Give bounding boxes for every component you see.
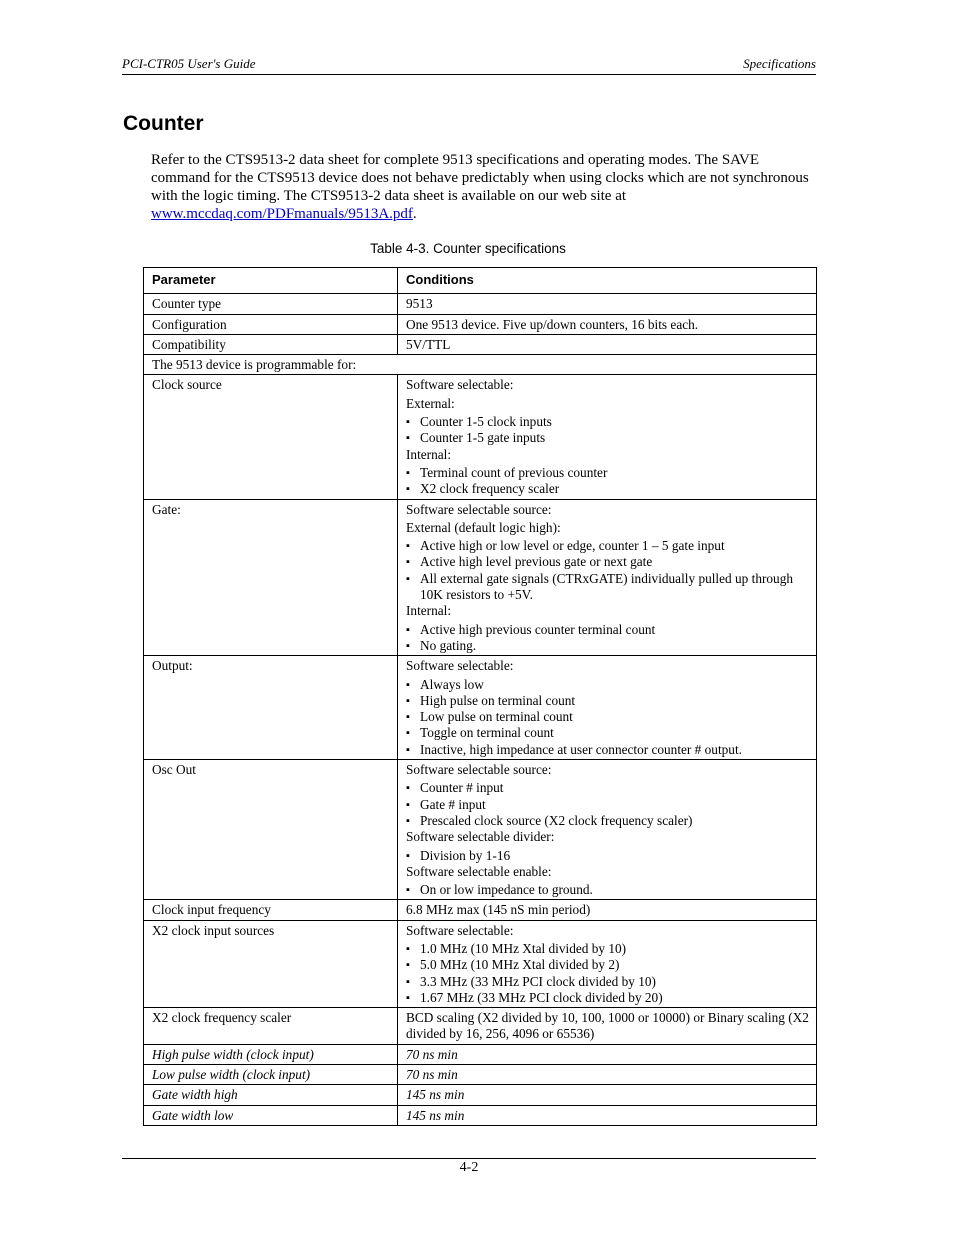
condition-line: Software selectable: bbox=[406, 377, 514, 393]
table-row bbox=[144, 294, 817, 314]
param-cell: Counter type bbox=[144, 294, 398, 314]
param-cell: X2 clock input sources bbox=[144, 920, 398, 1007]
table-row bbox=[144, 900, 817, 920]
param-cell: Osc Out bbox=[144, 760, 398, 900]
condition-cell: 70 ns min bbox=[398, 1065, 817, 1085]
bullet-list bbox=[406, 538, 810, 603]
condition-line: Software selectable: bbox=[406, 922, 514, 938]
bullet-item: ▪ Low pulse on terminal count bbox=[406, 709, 810, 725]
bullet-item: ▪ No gating. bbox=[406, 638, 810, 654]
bullet-list bbox=[406, 848, 810, 864]
datasheet-link[interactable]: www.mccdaq.com/PDFmanuals/9513A.pdf bbox=[151, 206, 413, 222]
table-row bbox=[144, 314, 817, 334]
bullet-item: ▪ Active high previous counter terminal count bbox=[406, 622, 810, 638]
table-header-row bbox=[144, 268, 817, 294]
condition-cell: One 9513 device. Five up/down counters, 16 bits each. bbox=[398, 314, 817, 334]
table-row bbox=[144, 1085, 817, 1105]
condition-line: Internal: bbox=[406, 603, 452, 619]
condition-cell bbox=[398, 656, 817, 760]
bullet-item: ▪ Toggle on terminal count bbox=[406, 725, 810, 741]
condition-line: Software selectable enable: bbox=[406, 863, 552, 879]
bullet-item: ▪ Active high level previous gate or next gate bbox=[406, 554, 810, 570]
condition-cell bbox=[398, 375, 817, 499]
condition-cell: 70 ns min bbox=[398, 1044, 817, 1064]
table-row bbox=[144, 1008, 817, 1045]
param-cell: Low pulse width (clock input) bbox=[144, 1065, 398, 1085]
counter-spec-table bbox=[143, 267, 817, 1126]
table-row bbox=[144, 1065, 817, 1085]
bullet-item: ▪ 5.0 MHz (10 MHz Xtal divided by 2) bbox=[406, 957, 810, 973]
bullet-list bbox=[406, 414, 810, 447]
table-row bbox=[144, 334, 817, 354]
footer-rule bbox=[122, 1158, 816, 1159]
param-cell: Compatibility bbox=[144, 334, 398, 354]
condition-line: External (default logic high): bbox=[406, 519, 561, 535]
programmable-note: The 9513 device is programmable for: bbox=[144, 355, 817, 375]
bullet-item: ▪ 1.0 MHz (10 MHz Xtal divided by 10) bbox=[406, 941, 810, 957]
bullet-item: ▪ Always low bbox=[406, 677, 810, 693]
bullet-item: ▪ Counter # input bbox=[406, 780, 810, 796]
table-row bbox=[144, 1044, 817, 1064]
bullet-item: ▪ Prescaled clock source (X2 clock frequency scaler) bbox=[406, 813, 810, 829]
bullet-list bbox=[406, 677, 810, 758]
condition-line: Internal: bbox=[406, 446, 452, 462]
header-parameter: Parameter bbox=[144, 268, 398, 294]
condition-line: Software selectable source: bbox=[406, 762, 552, 778]
bullet-item: ▪ Division by 1-16 bbox=[406, 848, 810, 864]
param-cell: High pulse width (clock input) bbox=[144, 1044, 398, 1064]
param-cell: Output: bbox=[144, 656, 398, 760]
bullet-item: ▪ Gate # input bbox=[406, 797, 810, 813]
bullet-list bbox=[406, 941, 810, 1006]
intro-text: Refer to the CTS9513-2 data sheet for complete 9513 specifications and operating modes. The SAVE command for the CTS9513 device does not behave predictably when using clocks which are not synchronous with the logic timing. The CTS9513-2 data sheet is available on our web site at bbox=[151, 152, 809, 204]
condition-cell: 6.8 MHz max (145 nS min period) bbox=[398, 900, 817, 920]
condition-cell bbox=[398, 760, 817, 900]
bullet-item: ▪ High pulse on terminal count bbox=[406, 693, 810, 709]
bullet-item: ▪ Counter 1-5 gate inputs bbox=[406, 430, 810, 446]
bullet-item: ▪ Counter 1-5 clock inputs bbox=[406, 414, 810, 430]
table-row bbox=[144, 760, 817, 900]
condition-line: Software selectable: bbox=[406, 658, 514, 674]
bullet-item: ▪ X2 clock frequency scaler bbox=[406, 481, 810, 497]
section-title: Counter bbox=[123, 112, 204, 135]
table-row bbox=[144, 920, 817, 1007]
bullet-list bbox=[406, 882, 810, 898]
bullet-list bbox=[406, 465, 810, 498]
table-row bbox=[144, 355, 817, 375]
bullet-item: ▪ Terminal count of previous counter bbox=[406, 465, 810, 481]
table-row bbox=[144, 656, 817, 760]
header-conditions: Conditions bbox=[398, 268, 817, 294]
param-cell: Configuration bbox=[144, 314, 398, 334]
page-header bbox=[122, 55, 816, 75]
header-guide-title: PCI-CTR05 User's Guide bbox=[122, 56, 256, 71]
bullet-item: ▪ On or low impedance to ground. bbox=[406, 882, 810, 898]
param-cell: Clock input frequency bbox=[144, 900, 398, 920]
page-number: 4-2 bbox=[459, 1160, 479, 1175]
condition-line: Software selectable divider: bbox=[406, 829, 555, 845]
table-row bbox=[144, 375, 817, 499]
condition-cell: BCD scaling (X2 divided by 10, 100, 1000 or 10000) or Binary scaling (X2 divided by 16, 256, 4096 or 65536) bbox=[398, 1008, 817, 1045]
condition-cell: 5V/TTL bbox=[398, 334, 817, 354]
bullet-item: ▪ All external gate signals (CTRxGATE) individually pulled up through 10K resistors to +5V. bbox=[406, 571, 810, 604]
condition-line: External: bbox=[406, 395, 455, 411]
condition-cell: 9513 bbox=[398, 294, 817, 314]
bullet-item: ▪ 3.3 MHz (33 MHz PCI clock divided by 10) bbox=[406, 974, 810, 990]
bullet-item: ▪ 1.67 MHz (33 MHz PCI clock divided by 20) bbox=[406, 990, 810, 1006]
condition-cell bbox=[398, 499, 817, 656]
param-cell: Clock source bbox=[144, 375, 398, 499]
bullet-list bbox=[406, 780, 810, 829]
table-caption: Table 4-3. Counter specifications bbox=[370, 241, 566, 256]
header-section-title: Specifications bbox=[743, 56, 816, 71]
condition-cell: 145 ns min bbox=[398, 1085, 817, 1105]
param-cell: Gate width high bbox=[144, 1085, 398, 1105]
table-row bbox=[144, 499, 817, 656]
intro-end: . bbox=[412, 206, 417, 222]
condition-cell: 145 ns min bbox=[398, 1105, 817, 1125]
bullet-item: ▪ Inactive, high impedance at user connector counter # output. bbox=[406, 742, 810, 758]
intro-paragraph bbox=[151, 151, 821, 223]
condition-line: Software selectable source: bbox=[406, 501, 552, 517]
param-cell: Gate width low bbox=[144, 1105, 398, 1125]
param-cell: Gate: bbox=[144, 499, 398, 656]
param-cell: X2 clock frequency scaler bbox=[144, 1008, 398, 1045]
table-row bbox=[144, 1105, 817, 1125]
condition-cell bbox=[398, 920, 817, 1007]
bullet-list bbox=[406, 622, 810, 655]
bullet-item: ▪ Active high or low level or edge, counter 1 – 5 gate input bbox=[406, 538, 810, 554]
